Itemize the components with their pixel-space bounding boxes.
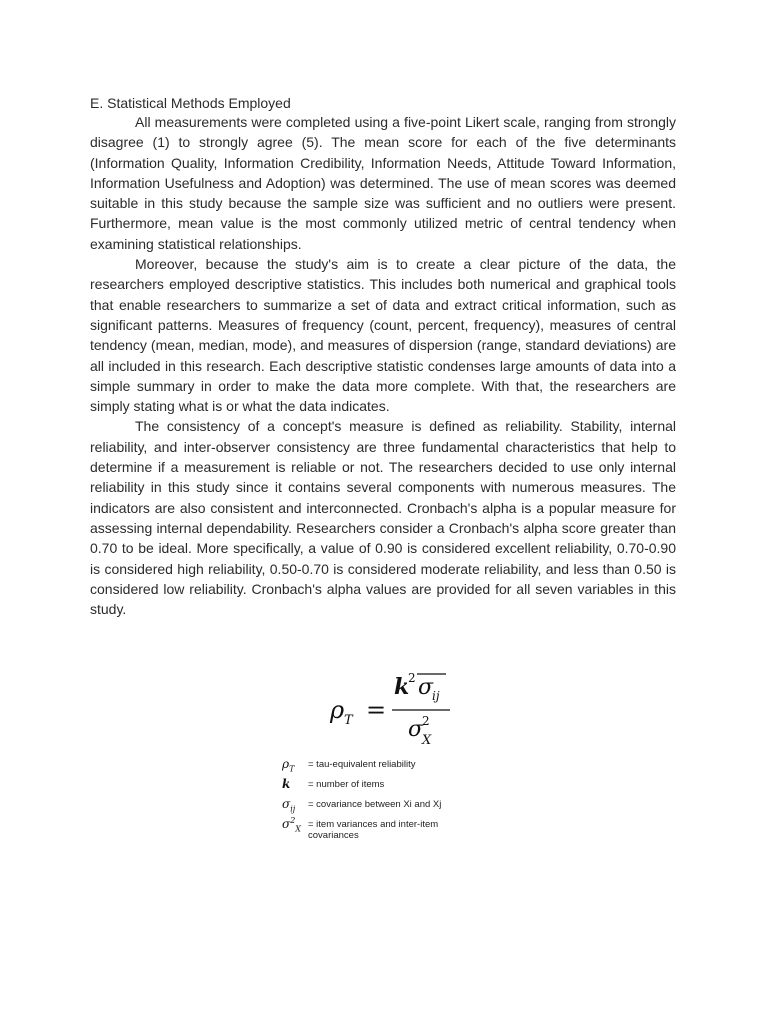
formula-num-k: k bbox=[394, 674, 410, 700]
legend-text-sigma-ij: = covariance between Xi and Xj bbox=[308, 799, 442, 810]
legend-text-k: = number of items bbox=[308, 779, 385, 790]
legend-symbol-sigma-x: $\sigma^2_X$ bbox=[282, 816, 301, 834]
legend-text-rho: = tau-equivalent reliability bbox=[308, 759, 416, 770]
formula-den-sigma-sub: X bbox=[422, 733, 432, 748]
legend-symbol-k: k bbox=[282, 777, 291, 791]
legend-symbol-rho: $\rho_T$ bbox=[282, 757, 295, 774]
formula-num-sigma: σ bbox=[418, 675, 434, 700]
formula-legend bbox=[282, 757, 502, 851]
formula-equals: = bbox=[366, 696, 387, 724]
reliability-formula bbox=[326, 668, 466, 748]
paragraph-likert: All measurements were completed using a five-point Likert scale, ranging from strongly disagree (1) to strongly agree (5). The mean score for each of the five determinants (Information Quality, Information Credibility, Information Needs, Attitude Toward Information, Information Usefulness and Adoption) was determined. The use of mean scores was deemed suitable in this study because the sample size was sufficient and no outliers were present. Furthermore, mean value is the most commonly utilized metric of central tendency when examining statistical relationships. bbox=[90, 114, 676, 252]
section-heading: E. Statistical Methods Employed bbox=[90, 95, 291, 111]
formula-num-k-sup: 2 bbox=[408, 671, 416, 685]
formula-den-sigma: σ bbox=[408, 717, 424, 742]
formula-graphic bbox=[326, 668, 466, 748]
legend-item-rho bbox=[282, 757, 502, 777]
formula-den-sigma-sup: 2 bbox=[422, 714, 430, 728]
legend-item-sigma-ij bbox=[282, 797, 502, 817]
formula-lhs-sub: T bbox=[344, 713, 353, 728]
paragraph-reliability: The consistency of a concept's measure is defined as reliability. Stability, internal reliability, and inter-observer consistency are three fundamental characteristics that help to determine if a measurement is reliable or not. The researchers decided to use only internal reliability in this study since it contains several components with numerous measures. The indicators are also consistent and interconnected. Cronbach's alpha is a popular measure for assessing internal dependability. Researchers consider a Cronbach's alpha score greater than 0.70 to be ideal. More specifically, a value of 0.90 is considered excellent reliability, 0.70-0.90 is considered high reliability, 0.50-0.70 is considered moderate reliability, and less than 0.50 is considered low reliability. Cronbach's alpha values are provided for all seven variables in this study. bbox=[90, 418, 676, 618]
formula-lhs-rho: ρ bbox=[330, 696, 345, 724]
legend-item-sigma-x bbox=[282, 817, 502, 851]
legend-symbol-sigma-ij: $\sigma_{ij}$ bbox=[282, 797, 296, 814]
document-body bbox=[90, 94, 676, 619]
formula-num-sigma-sub: ij bbox=[432, 689, 440, 703]
legend-item-k bbox=[282, 777, 502, 797]
legend-text-sigma-x: = item variances and inter-item covariances bbox=[308, 819, 439, 841]
paragraph-descriptive: Moreover, because the study's aim is to create a clear picture of the data, the researchers employed descriptive statistics. This includes both numerical and graphical tools that enable researchers to summarize a set of data and extract critical information, such as significant patterns. Measures of frequency (count, percent, frequency), measures of central tendency (mean, median, mode), and measures of dispersion (range, standard deviations) are all included in this research. Each descriptive statistic condenses large amounts of data into a simple summary in order to make the data more complete. With that, the researchers are simply stating what is or what the data indicates. bbox=[90, 256, 676, 415]
